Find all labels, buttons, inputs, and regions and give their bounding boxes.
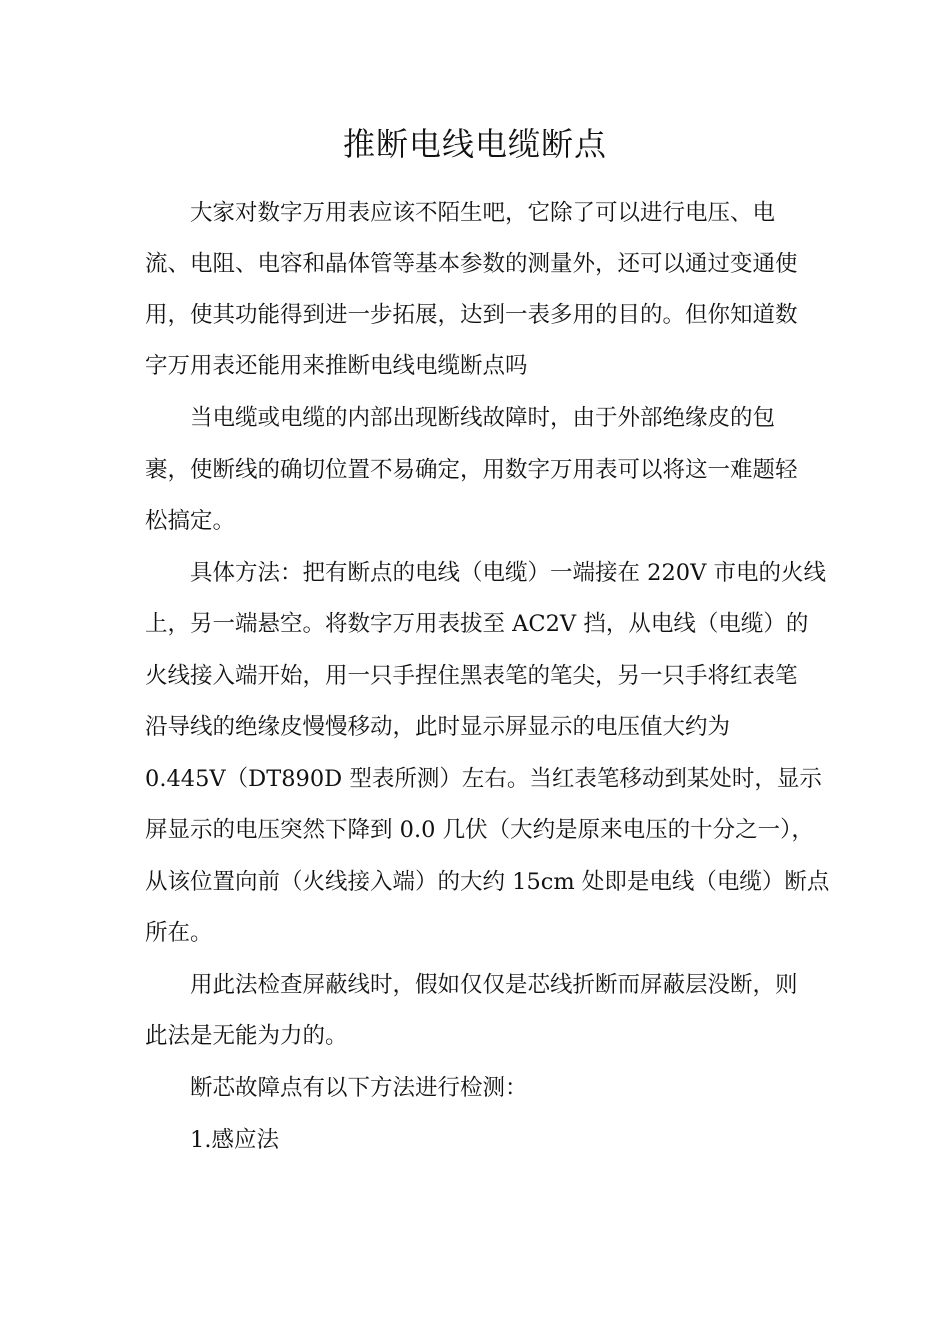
paragraph-2-line-2: 裹，使断线的确切位置不易确定，用数字万用表可以将这一难题轻 <box>145 457 798 483</box>
paragraph-3-line-1: 具体方法：把有断点的电线（电缆）一端接在 220V 市电的火线 <box>190 560 826 586</box>
paragraph-3-line-7: 从该位置向前（火线接入端）的大约 15cm 处即是电线（电缆）断点 <box>145 869 830 895</box>
paragraph-5-line-1: 断芯故障点有以下方法进行检测： <box>190 1075 528 1101</box>
paragraph-4-line-2: 此法是无能为力的。 <box>145 1023 348 1049</box>
paragraph-3-line-4: 沿导线的绝缘皮慢慢移动，此时显示屏显示的电压值大约为 <box>145 714 731 740</box>
paragraph-1-line-3: 用，使其功能得到进一步拓展，达到一表多用的目的。但你知道数 <box>145 302 798 328</box>
paragraph-4-line-1: 用此法检查屏蔽线时，假如仅仅是芯线折断而屏蔽层没断，则 <box>190 972 798 998</box>
paragraph-1-line-1: 大家对数字万用表应该不陌生吧，它除了可以进行电压、电 <box>190 200 776 226</box>
paragraph-1-line-2: 流、电阻、电容和晶体管等基本参数的测量外，还可以通过变通使 <box>145 251 798 277</box>
paragraph-2-line-1: 当电缆或电缆的内部出现断线故障时，由于外部绝缘皮的包 <box>190 405 776 431</box>
paragraph-3-line-2: 上，另一端悬空。将数字万用表拔至 AC2V 挡，从电线（电缆）的 <box>145 611 809 637</box>
paragraph-2-line-3: 松搞定。 <box>145 508 236 534</box>
section-heading-induction: 1.感应法 <box>190 1127 279 1153</box>
paragraph-1-line-4: 字万用表还能用来推断电线电缆断点吗 <box>145 353 528 379</box>
paragraph-3-line-3: 火线接入端开始，用一只手捏住黑表笔的笔尖，另一只手将红表笔 <box>145 663 798 689</box>
page-title: 推断电线电缆断点 <box>342 125 607 163</box>
paragraph-3-line-5: 0.445V（DT890D 型表所测）左右。当红表笔移动到某处时，显示 <box>145 766 822 792</box>
paragraph-3-line-6: 屏显示的电压突然下降到 0.0 几伏（大约是原来电压的十分之一）， <box>145 817 814 843</box>
paragraph-3-line-8: 所在。 <box>145 920 213 946</box>
